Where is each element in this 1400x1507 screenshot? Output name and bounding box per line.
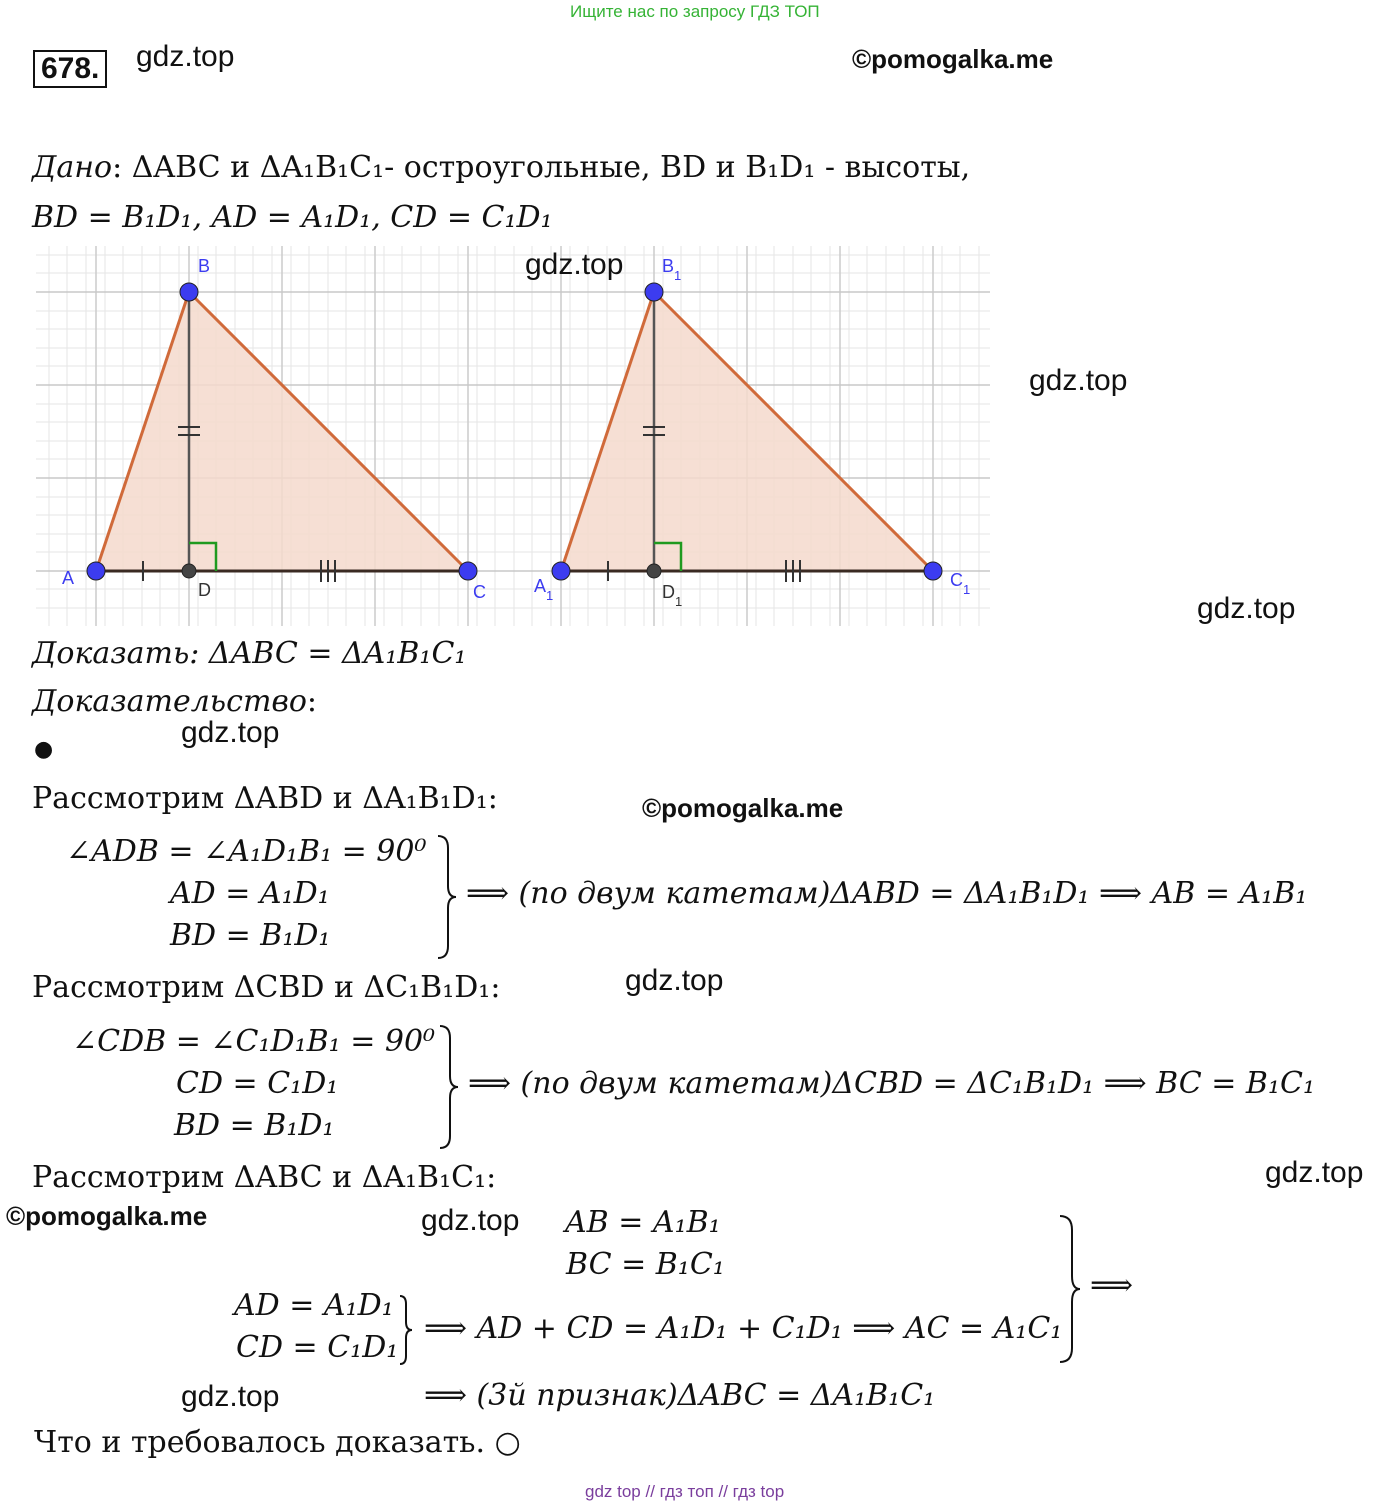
label-c: C [473,582,486,602]
step1-title: Рассмотрим ΔABD и ΔA₁B₁D₁: [32,781,498,816]
point-c [459,562,477,580]
triangle-abc [62,256,486,602]
watermark-copyright: ©pomogalka.me [852,44,1054,74]
watermark-site: gdz.top [1029,364,1128,397]
label-c1: $C_1$ [950,570,971,597]
point-c1 [924,562,942,580]
step3-equality-1: AB = A₁B₁ [565,1205,721,1240]
step2-condition-3: BD = B₁D₁ [174,1108,335,1143]
label-d: D [198,580,211,600]
step3-equality-4: CD = C₁D₁ [236,1330,399,1365]
step3-conclusion: ⟹ (3й признак)ΔABC = ΔA₁B₁C₁ [424,1378,936,1413]
proof-colon: : [306,684,318,719]
proof-label: Доказательство [32,684,307,719]
step3-equality-3: AD = A₁D₁ [234,1288,394,1323]
prove-line [32,636,466,671]
brace-step2 [438,1024,460,1150]
point-d [182,564,196,578]
top-banner[interactable]: Ищите нас по запросу ГДЗ ТОП [570,2,820,21]
label-d1: $D_1$ [662,582,683,609]
watermark-site: gdz.top [625,964,724,997]
step2-title: Рассмотрим ΔCBD и ΔC₁B₁D₁: [32,970,501,1005]
watermark-site: gdz.top [181,716,280,749]
footer-links[interactable]: gdz top // гдз топ // гдз top [585,1482,785,1501]
step1-condition-3: BD = B₁D₁ [170,918,331,953]
label-a1: $A_1$ [534,576,554,603]
point-b1 [645,283,663,301]
watermark-copyright: ©pomogalka.me [6,1201,208,1231]
qed-line: Что и требовалось доказать. ○ [34,1425,521,1460]
point-d1 [647,564,661,578]
step1-condition-2: AD = A₁D₁ [170,876,330,911]
proof-bullet: ● [34,737,54,762]
task-number: 678. [33,50,107,88]
step2-condition-2: CD = C₁D₁ [176,1066,339,1101]
given-text: : ΔABC и ΔA₁B₁C₁- остроугольные, BD и B₁D₁ - высоты, [112,150,971,185]
triangles-figure [36,246,990,626]
prove-label: Доказать [32,636,190,671]
step3-arrow: ⟹ [1090,1268,1134,1303]
given-line-2: BD = B₁D₁, AD = A₁D₁, CD = C₁D₁ [32,200,553,235]
step2-condition-1: ∠CDB = ∠C₁D₁B₁ = 90⁰ [72,1024,436,1059]
step1-result: ⟹ (по двум катетам)ΔABD = ΔA₁B₁D₁ ⟹ AB = A₁B₁ [466,876,1308,911]
label-b1: $B_1$ [662,256,682,283]
brace-step3-large [1058,1214,1082,1364]
proof-heading [32,684,317,719]
label-b: B [198,256,211,276]
given-label: Дано [32,150,113,185]
step3-sum: ⟹ AD + CD = A₁D₁ + C₁D₁ ⟹ AC = A₁C₁ [424,1311,1063,1346]
step2-result: ⟹ (по двум катетам)ΔCBD = ΔC₁B₁D₁ ⟹ BC = B₁C₁ [468,1066,1315,1101]
point-b [180,283,198,301]
point-a1 [552,562,570,580]
triangle-a1b1c1 [534,256,970,609]
watermark-copyright: ©pomogalka.me [642,793,844,823]
watermark-site: gdz.top [421,1204,520,1237]
brace-step3-small [398,1294,414,1366]
label-a: A [62,568,75,588]
brace-step1 [436,834,458,960]
step1-condition-1: ∠ADB = ∠A₁D₁B₁ = 90⁰ [66,834,427,869]
watermark-site: gdz.top [181,1380,280,1413]
step3-title: Рассмотрим ΔABC и ΔA₁B₁C₁: [32,1160,497,1195]
watermark-site: gdz.top [1197,592,1296,625]
given-line-1 [32,150,970,185]
watermark-site: gdz.top [525,248,624,281]
prove-statement: : ΔABC = ΔA₁B₁C₁ [189,636,467,671]
watermark-site: gdz.top [1265,1156,1364,1189]
step3-equality-2: BC = B₁C₁ [566,1247,725,1282]
point-a [87,562,105,580]
watermark-site: gdz.top [136,40,235,73]
